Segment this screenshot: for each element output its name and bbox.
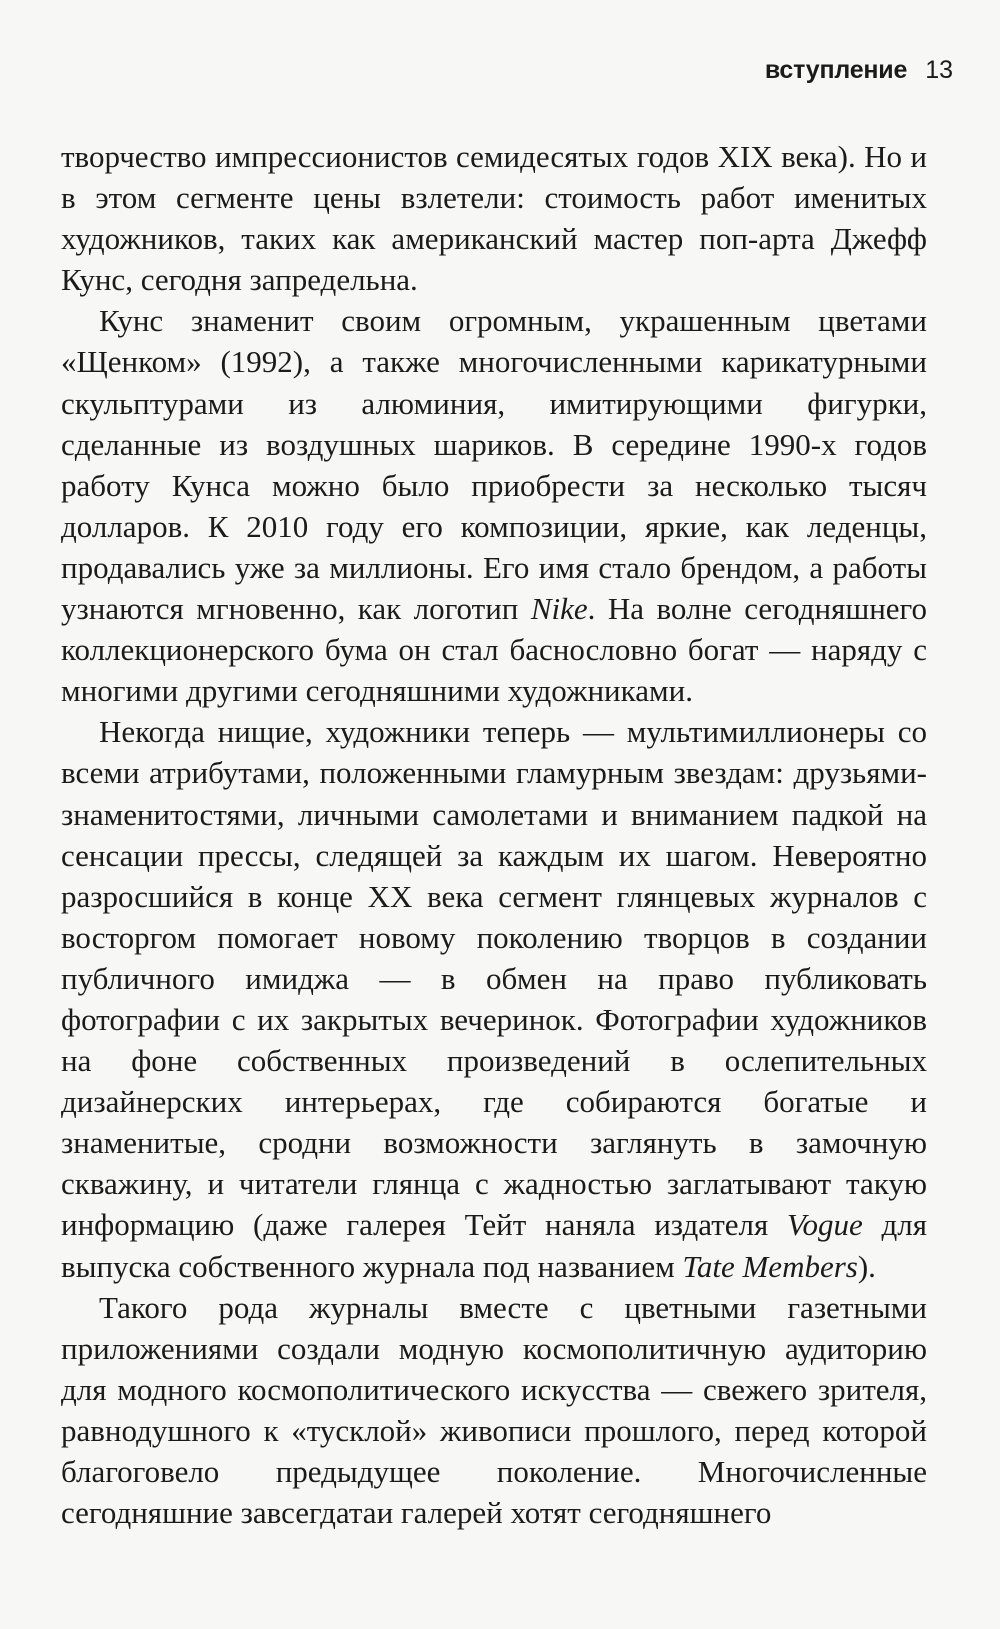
text-segment: Некогда нищие, художники теперь — мультимиллионеры со всеми атрибутами, положенными гламурным звездам: друзьями-знаменитостями, личными самолетами и вниманием падкой на сенсации прессы, следящей за каждым их шагом. Невероятно разросшийся в конце XX века сегмент глянцевых журналов с восторгом помогает новому поколению творцов в создании публичного имиджа — в обмен на право публиковать фотографии с их закрытых вечеринок. Фотографии художников на фоне собственных произведений в ослепительных дизайнерских интерьерах, где собираются богатые и знаменитые, сродни возможности заглянуть в замочную скважину, и читатели глянца с жадностью заглатывают такую информацию (даже галерея Тейт наняла издателя: [61, 714, 927, 1243]
text-segment: Такого рода журналы вместе с цветными газетными приложениями создали модную космополитичную аудиторию для модного космополитического искусства — свежего зрителя, равнодушного к «тусклой» живописи прошлого, перед которой благоговело предыдущее поколение. Многочисленные сегодняшние завсегдатаи галерей хотят сегодняшнего: [61, 1289, 927, 1531]
italic-text-segment: Tate Members: [682, 1248, 858, 1284]
text-segment: для выпуска собственного журнала под названием: [61, 1207, 927, 1284]
text-segment: ).: [857, 1248, 876, 1284]
italic-text-segment: Vogue: [786, 1207, 863, 1243]
paragraph: [61, 300, 927, 711]
paragraph: [61, 711, 927, 1286]
text-segment: Кунс знаменит своим огромным, украшенным цветами «Щенком» (1992), а также многочисленными карикатурными скульптурами из алюминия, имитирующими фигурки, сделанные из воздушных шариков. В середине 1990-х годов работу Кунса можно было приобрести за несколько тысяч долларов. К 2010 году его композиции, яркие, как леденцы, продавались уже за миллионы. Его имя стало брендом, а работы узнаются мгновенно, как логотип: [61, 303, 927, 627]
paragraph: [61, 136, 927, 300]
running-title: вступление: [764, 56, 908, 84]
running-header: [765, 56, 953, 85]
paragraph: [61, 1287, 927, 1534]
text-segment: . На волне сегодняшнего коллекционерского бума он стал баснословно богат — наряду с многими другими сегодняшними художниками.: [61, 591, 927, 709]
body-text: [61, 136, 927, 1533]
italic-text-segment: Nike: [530, 591, 588, 627]
page-number: 13: [925, 56, 953, 84]
text-segment: творчество импрессионистов семидесятых годов XIX века). Но и в этом сегменте цены взлетели: стоимость работ именитых художников, таких как американский мастер поп-арта Джефф Кунс, сегодня запредельна.: [61, 139, 927, 298]
